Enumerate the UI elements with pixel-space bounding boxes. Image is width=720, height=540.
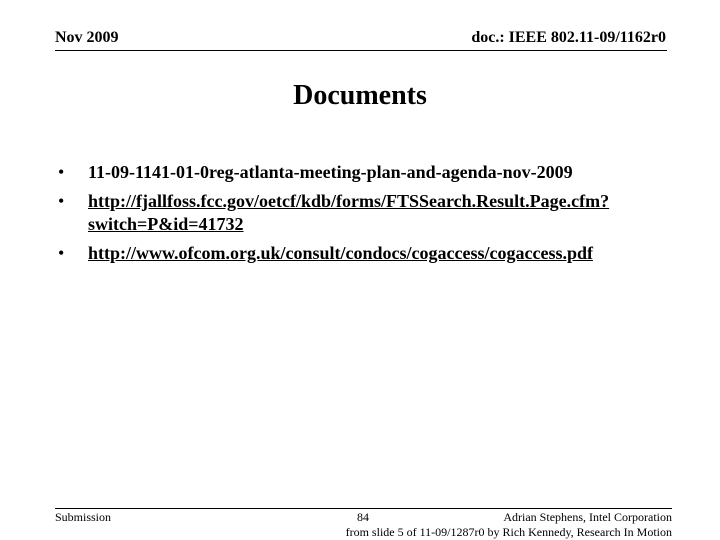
- bullet-item-agenda: [58, 161, 678, 184]
- header-date: Nov 2009: [55, 29, 119, 46]
- fcc-kdb-link[interactable]: http://fjallfoss.fcc.gov/oetcf/kdb/forms/FTSSearch.Result.Page.cfm?switch=P&id=41732: [88, 191, 610, 234]
- header-divider: [55, 50, 667, 51]
- bullet-list: [58, 161, 678, 271]
- footer-author: Adrian Stephens, Intel Corporation: [503, 510, 672, 524]
- footer-source: from slide 5 of 11-09/1287r0 by Rich Kennedy, Research In Motion: [345, 525, 672, 539]
- bullet-icon: •: [58, 243, 65, 263]
- bullet-item-fcc-link: [58, 190, 678, 236]
- slide-title: Documents: [293, 80, 427, 111]
- footer-page-number: 84: [357, 510, 369, 524]
- ofcom-pdf-link[interactable]: http://www.ofcom.org.uk/consult/condocs/cogaccess/cogaccess.pdf: [88, 243, 593, 263]
- footer-divider: [55, 508, 672, 509]
- footer-submission: Submission: [55, 510, 112, 524]
- bullet-text: 11-09-1141-01-0reg-atlanta-meeting-plan-and-agenda-nov-2009: [88, 162, 573, 182]
- bullet-icon: •: [58, 162, 65, 182]
- header-doc-id: doc.: IEEE 802.11-09/1162r0: [471, 29, 666, 46]
- bullet-item-ofcom-link: [58, 242, 678, 265]
- bullet-icon: •: [58, 191, 65, 211]
